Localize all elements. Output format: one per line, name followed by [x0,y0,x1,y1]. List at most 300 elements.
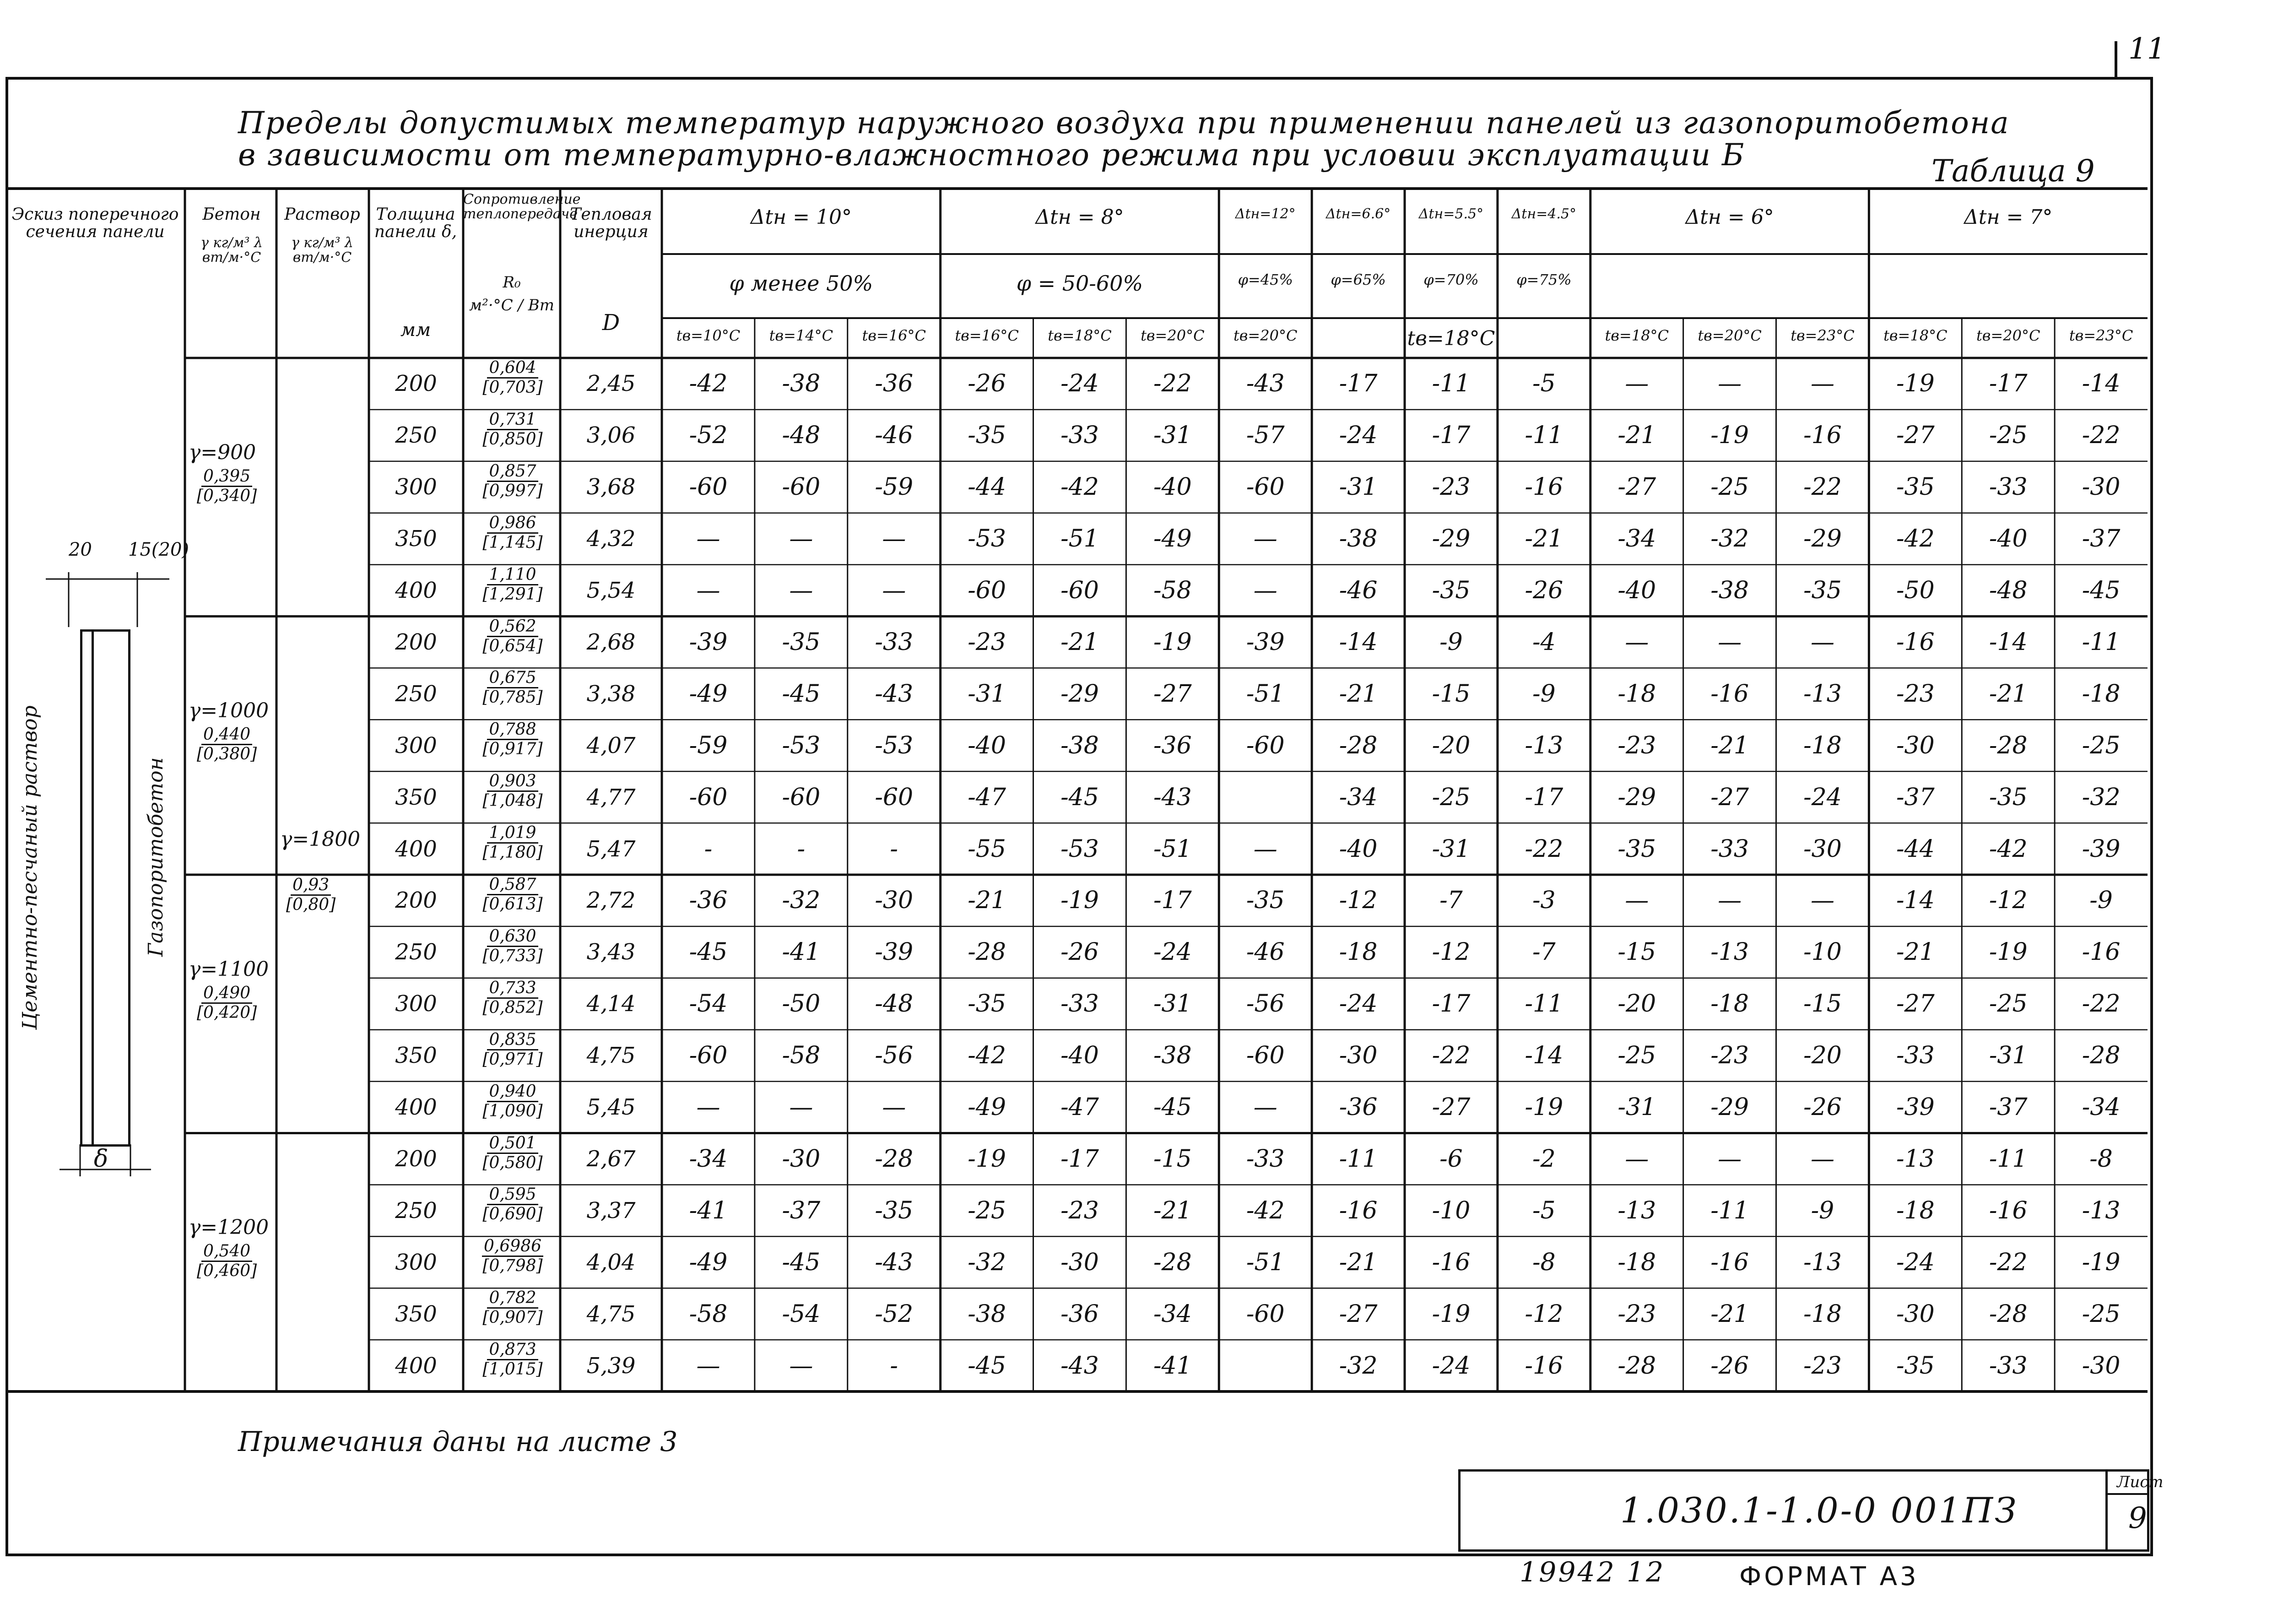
temperature-cell: -13 [2082,1196,2121,1224]
inertia-cell: 3,68 [586,474,636,500]
inertia-cell: 4,04 [586,1249,636,1275]
temperature-cell: -52 [875,1300,914,1328]
temperature-cell: - [890,835,898,863]
temperature-cell: -35 [1989,783,2028,811]
temperature-cell: -28 [1153,1248,1192,1276]
temperature-cell: -32 [1339,1352,1378,1380]
temperature-cell: -5 [1532,370,1556,398]
temperature-cell: -26 [1060,938,1099,966]
temperature-cell: -14 [1989,628,2028,656]
temperature-cell: -38 [1339,525,1378,553]
header-beton-units: γ кг/м³ λ вт/м·°С [200,235,263,265]
temperature-cell: -51 [1153,835,1192,863]
thickness-cell: 350 [395,784,437,810]
temperature-cell: -40 [1989,525,2028,553]
page-number: 11 [2128,32,2166,66]
temperature-cell: -28 [1618,1352,1656,1380]
temperature-cell: -31 [1432,835,1471,863]
thickness-cell: 400 [395,578,437,604]
temperature-cell: -20 [1618,990,1656,1018]
concrete-gamma: γ=900 [189,440,256,464]
temperature-cell: -17 [1432,990,1471,1018]
temperature-cell: -12 [1339,887,1378,915]
temperature-cell: -45 [968,1352,1006,1380]
temperature-cell: -24 [1339,990,1378,1018]
header-resistance-unit: м²·°С / Вт [469,296,554,314]
resistance-den: [0,690] [482,1205,543,1224]
inertia-cell: 5,39 [586,1353,636,1379]
temperature-cell: -29 [1803,525,1842,553]
resistance-cell [471,980,554,1016]
temperature-cell: -39 [1246,628,1285,656]
temperature-cell: -38 [968,1300,1006,1328]
temperature-cell: -59 [875,473,914,501]
concrete-gamma: γ=1000 [189,699,269,723]
temperature-cell: -48 [1989,577,2028,605]
temperature-cell: -21 [1989,680,2028,708]
temperature-cell: -13 [1710,938,1749,966]
resistance-num: 0,857 [487,463,538,482]
resistance-cell [471,1238,554,1274]
temperature-cell: -29 [1710,1093,1749,1121]
inertia-cell: 5,45 [586,1094,636,1121]
header-sketch: Эскиз поперечного сечения панели [11,205,179,241]
temperature-cell: -19 [1525,1093,1563,1121]
temperature-cell: -14 [1896,887,1935,915]
header-inertia: Тепловая инерция [570,205,652,241]
temperature-cell: -18 [1710,990,1749,1018]
temperature-cell: -10 [1432,1196,1471,1224]
temperature-cell: -43 [875,680,914,708]
temperature-cell: -33 [1989,1352,2028,1380]
concrete-lambda-den: [0,340] [197,486,257,505]
resistance-num: 0,986 [487,515,538,534]
thickness-cell: 300 [395,732,437,758]
temperature-cell: -36 [1339,1093,1378,1121]
temperature-cell: -19 [1989,938,2028,966]
temperature-cell: -15 [1432,680,1471,708]
inertia-cell: 4,14 [586,991,636,1017]
concrete-lambda-den: [0,380] [197,745,257,764]
temperature-cell: -36 [1060,1300,1099,1328]
temperature-cell: -35 [782,628,821,656]
temperature-cell: -37 [2082,525,2121,553]
temperature-cell: -49 [968,1093,1006,1121]
temperature-cell: — [1253,525,1277,553]
resistance-num: 0,733 [487,980,538,999]
temperature-cell: -44 [968,473,1006,501]
temperature-cell: -33 [1710,835,1749,863]
temperature-cell: -29 [1618,783,1656,811]
temperature-cell: -60 [782,473,821,501]
temperature-cell: -24 [1432,1352,1471,1380]
temperature-cell: -36 [875,370,914,398]
temperature-cell: -47 [968,783,1006,811]
header-delta-group: Δtн=12° [1235,206,1296,222]
temperature-cell: -25 [1432,783,1471,811]
temperature-cell: -45 [1153,1093,1192,1121]
format-label: ФОРМАТ А3 [1739,1562,1919,1592]
temperature-cell: -59 [689,731,728,759]
inertia-cell: 5,47 [586,836,636,862]
header-inertia-symbol: D [602,310,620,336]
temperature-cell: -60 [1246,1300,1285,1328]
resistance-num: 1,019 [487,825,538,844]
resistance-cell [471,825,554,861]
temperature-cell: -7 [1532,938,1556,966]
temperature-cell: -16 [2082,938,2121,966]
temperature-cell: -33 [1989,473,2028,501]
temperature-cell: -17 [1989,370,2028,398]
resistance-den: [1,180] [482,843,543,862]
temperature-cell: -17 [1339,370,1378,398]
temperature-cell: -21 [1525,525,1563,553]
resistance-den: [1,015] [482,1360,543,1379]
temperature-cell: -34 [1618,525,1656,553]
resistance-den: [1,291] [482,585,543,604]
header-inner-temp: tв=18°С [1407,327,1495,350]
temperature-cell: -33 [1246,1145,1285,1173]
resistance-num: 0,587 [487,877,538,895]
inventory-number: 19942 12 [1520,1556,1666,1588]
resistance-den: [1,145] [482,533,543,552]
resistance-num: 0,940 [487,1083,538,1102]
temperature-cell: -51 [1060,525,1099,553]
temperature-cell: -13 [1803,1248,1842,1276]
resistance-num: 0,731 [487,411,538,430]
temperature-cell: — [696,577,720,605]
temperature-cell: -34 [1153,1300,1192,1328]
temperature-cell: -39 [1896,1093,1935,1121]
temperature-cell: -31 [968,680,1006,708]
temperature-cell: -17 [1432,422,1471,449]
temperature-cell: — [789,525,813,553]
temperature-cell: — [1625,370,1649,398]
temperature-cell: -14 [1525,1042,1563,1070]
temperature-cell: -46 [1246,938,1285,966]
inertia-cell: 3,37 [586,1197,636,1223]
temperature-cell: -42 [1896,525,1935,553]
temperature-cell: -43 [1060,1352,1099,1380]
temperature-cell: -60 [689,1042,728,1070]
header-inner-temp: tв=20°С [1141,327,1205,344]
temperature-cell: -19 [2082,1248,2121,1276]
temperature-cell: -6 [1439,1145,1463,1173]
temperature-cell: -45 [1060,783,1099,811]
temperature-cell: -50 [782,990,821,1018]
temperature-cell: -9 [1811,1196,1834,1224]
sketch-dim-top-right: 15(20) [128,539,189,560]
temperature-cell: -9 [1439,628,1463,656]
temperature-cell: — [1810,1145,1834,1173]
header-delta-group: Δtн=4.5° [1511,206,1576,222]
temperature-cell: -40 [1339,835,1378,863]
concrete-lambda-num: 0,395 [201,468,252,487]
temperature-cell: -12 [1432,938,1471,966]
temperature-cell: -11 [1710,1196,1749,1224]
temperature-cell: -50 [1896,577,1935,605]
thickness-cell: 250 [395,422,437,449]
thickness-cell: 200 [395,371,437,397]
temperature-cell: — [1718,1145,1742,1173]
thickness-cell: 350 [395,526,437,552]
temperature-cell: -53 [968,525,1006,553]
resistance-num: 0,595 [487,1186,538,1205]
inertia-cell: 2,72 [586,888,636,914]
resistance-den: [0,907] [482,1308,543,1327]
header-humidity: φ=75% [1516,271,1572,288]
temperature-cell: -58 [689,1300,728,1328]
temperature-cell: -51 [1246,680,1285,708]
temperature-cell: -24 [1803,783,1842,811]
resistance-cell [471,773,554,809]
temperature-cell: -12 [1525,1300,1563,1328]
temperature-cell: -20 [1432,731,1471,759]
header-beton: Бетон [202,205,261,224]
temperature-cell: — [882,1093,906,1121]
concrete-lambda-den: [0,420] [197,1003,257,1022]
temperature-cell: -41 [689,1196,728,1224]
temperature-cell: -14 [1339,628,1378,656]
header-mortar-units: γ кг/м³ λ вт/м·°С [291,235,354,265]
temperature-cell: -56 [1246,990,1285,1018]
resistance-cell [471,515,554,551]
resistance-num: 0,873 [487,1342,538,1360]
temperature-cell: -42 [968,1042,1006,1070]
concrete-lambda [197,1243,257,1279]
temperature-cell: -8 [1532,1248,1556,1276]
temperature-cell: -21 [1060,628,1099,656]
mortar-gamma: γ=1800 [280,828,361,851]
temperature-cell: -11 [1989,1145,2028,1173]
inertia-cell: 4,32 [586,526,636,552]
header-inner-temp: tв=18°С [1048,327,1112,344]
temperature-cell: -28 [1989,1300,2028,1328]
temperature-cell: -23 [1618,731,1656,759]
temperature-cell: -4 [1532,628,1556,656]
sketch-dim-top-left: 20 [69,539,92,560]
temperature-cell: -30 [2082,1352,2121,1380]
resistance-num: 0,501 [487,1135,538,1154]
thickness-cell: 200 [395,1146,437,1172]
inertia-cell: 4,07 [586,732,636,758]
temperature-cell: -5 [1532,1196,1556,1224]
temperature-cell: -35 [1246,887,1285,915]
temperature-cell: -58 [782,1042,821,1070]
resistance-cell [471,411,554,448]
temperature-cell: -27 [1432,1093,1471,1121]
temperature-cell: -16 [1525,473,1563,501]
temperature-cell: -2 [1532,1145,1556,1173]
temperature-cell: -49 [1153,525,1192,553]
concrete-lambda [197,985,257,1021]
resistance-cell [471,1083,554,1120]
temperature-cell: -16 [1896,628,1935,656]
temperature-cell: -25 [968,1196,1006,1224]
temperature-cell: -19 [1710,422,1749,449]
temperature-cell: -46 [1339,577,1378,605]
sketch-label-concrete: Газопоритобетон [144,757,168,957]
resistance-cell [471,877,554,913]
header-inner-temp: tв=23°С [2069,327,2133,344]
sketch-label-mortar: Цементно-песчаный раствор [18,705,42,1030]
temperature-cell: -23 [968,628,1006,656]
temperature-cell: -34 [689,1145,728,1173]
temperature-cell: -41 [1153,1352,1192,1380]
resistance-den: [0,997] [482,481,543,500]
temperature-cell: -23 [1618,1300,1656,1328]
mortar-lambda [286,877,335,913]
temperature-cell: -43 [1246,370,1285,398]
header-delta-group: Δtн=5.5° [1418,206,1484,222]
temperature-cell: -18 [1618,1248,1656,1276]
temperature-cell: — [789,577,813,605]
header-inner-temp: tв=20°С [1233,327,1298,344]
sketch-dim-bottom: δ [94,1145,108,1173]
temperature-cell: -29 [1432,525,1471,553]
temperature-cell: -22 [1989,1248,2028,1276]
temperature-cell: -54 [782,1300,821,1328]
temperature-cell: -35 [1618,835,1656,863]
temperature-cell: - [890,1352,898,1380]
header-delta-group: Δtн = 6° [1685,206,1774,229]
temperature-cell: -39 [689,628,728,656]
temperature-cell: -13 [1525,731,1563,759]
temperature-cell: -16 [1339,1196,1378,1224]
temperature-cell: -32 [782,887,821,915]
temperature-cell: -60 [1246,1042,1285,1070]
temperature-cell: -27 [1153,680,1192,708]
temperature-cell: -23 [1060,1196,1099,1224]
inertia-cell: 4,75 [586,1301,636,1327]
concrete-gamma: γ=1100 [189,957,269,981]
temperature-cell: - [704,835,713,863]
temperature-cell: -16 [1803,422,1842,449]
resistance-cell [471,567,554,603]
temperature-cell: -38 [1153,1042,1192,1070]
temperature-cell: -40 [968,731,1006,759]
inertia-cell: 3,38 [586,681,636,707]
temperature-cell: -32 [1710,525,1749,553]
temperature-cell: — [1253,835,1277,863]
temperature-cell: -21 [1339,680,1378,708]
temperature-cell: -26 [968,370,1006,398]
temperature-cell: -17 [1153,887,1192,915]
temperature-cell: -53 [782,731,821,759]
temperature-cell: -31 [1153,422,1192,449]
temperature-cell: -17 [1525,783,1563,811]
temperature-cell: -30 [1896,1300,1935,1328]
temperature-cell: -35 [968,422,1006,449]
header-inner-temp: tв=23°С [1791,327,1855,344]
thickness-cell: 400 [395,836,437,862]
temperature-cell: -21 [968,887,1006,915]
header-inner-temp: tв=20°С [1976,327,2040,344]
temperature-cell: -60 [968,577,1006,605]
temperature-cell: -16 [1989,1196,2028,1224]
temperature-cell: -60 [1060,577,1099,605]
temperature-cell: -28 [1339,731,1378,759]
header-humidity: φ=45% [1238,271,1293,288]
temperature-cell: -31 [1989,1042,2028,1070]
temperature-cell: -45 [689,938,728,966]
panel-inner-layer [92,629,94,1147]
temperature-cell: -21 [1896,938,1935,966]
temperature-cell: -35 [1432,577,1471,605]
inertia-cell: 3,06 [586,422,636,449]
resistance-cell [471,1342,554,1378]
concrete-gamma: γ=1200 [189,1216,269,1240]
temperature-cell: -11 [1525,990,1563,1018]
concrete-lambda-num: 0,490 [201,985,252,1004]
header-mortar: Раствор [284,205,360,224]
temperature-cell: -25 [1989,990,2028,1018]
header-delta-group: Δtн = 7° [1964,206,2053,229]
temperature-cell: -36 [1153,731,1192,759]
temperature-cell: -27 [1339,1300,1378,1328]
resistance-cell [471,1186,554,1223]
temperature-cell: — [1625,1145,1649,1173]
temperature-cell: -8 [2089,1145,2113,1173]
temperature-cell: -23 [1896,680,1935,708]
temperature-cell: -37 [1989,1093,2028,1121]
temperature-cell: -39 [875,938,914,966]
temperature-cell: -21 [1339,1248,1378,1276]
temperature-cell: -27 [1896,990,1935,1018]
concrete-lambda-num: 0,540 [201,1243,252,1262]
temperature-cell: -25 [1710,473,1749,501]
concrete-lambda-num: 0,440 [201,726,252,745]
temperature-cell: -60 [1246,731,1285,759]
temperature-cell: -24 [1896,1248,1935,1276]
title-block-sheet-rule [2105,1493,2148,1495]
temperature-cell: — [1253,1093,1277,1121]
temperature-cell: -39 [2082,835,2121,863]
temperature-cell: -23 [1710,1042,1749,1070]
resistance-cell [471,1135,554,1171]
header-resistance-symbol: R₀ [503,273,521,292]
temperature-cell: -28 [1989,731,2028,759]
temperature-cell: -43 [1153,783,1192,811]
resistance-den: [0,654] [482,636,543,655]
temperature-cell: — [696,1093,720,1121]
temperature-cell: -42 [689,370,728,398]
resistance-num: 0,903 [487,773,538,792]
resistance-den: [0,733] [482,946,543,965]
temperature-cell: -45 [782,1248,821,1276]
document-code: 1.030.1-1.0-0 001ПЗ [1620,1490,2018,1531]
resistance-den: [0,798] [482,1256,543,1276]
temperature-cell: — [1810,887,1834,915]
temperature-cell: -57 [1246,422,1285,449]
resistance-den: [0,613] [482,895,543,914]
inertia-cell: 2,45 [586,371,636,397]
resistance-num: 0,562 [487,618,538,637]
temperature-cell: -37 [1896,783,1935,811]
temperature-cell: -33 [1060,422,1099,449]
temperature-cell: — [1253,577,1277,605]
header-delta-group: Δtн = 10° [750,206,852,229]
temperature-cell: -42 [1989,835,2028,863]
sheet-label: Лист [2117,1473,2164,1491]
resistance-num: 0,630 [487,928,538,947]
resistance-cell [471,928,554,964]
temperature-cell: -13 [1896,1145,1935,1173]
resistance-den: [1,090] [482,1101,543,1121]
header-inner-temp: tв=18°С [1883,327,1948,344]
temperature-cell: -48 [782,422,821,449]
temperature-cell: -30 [1060,1248,1099,1276]
